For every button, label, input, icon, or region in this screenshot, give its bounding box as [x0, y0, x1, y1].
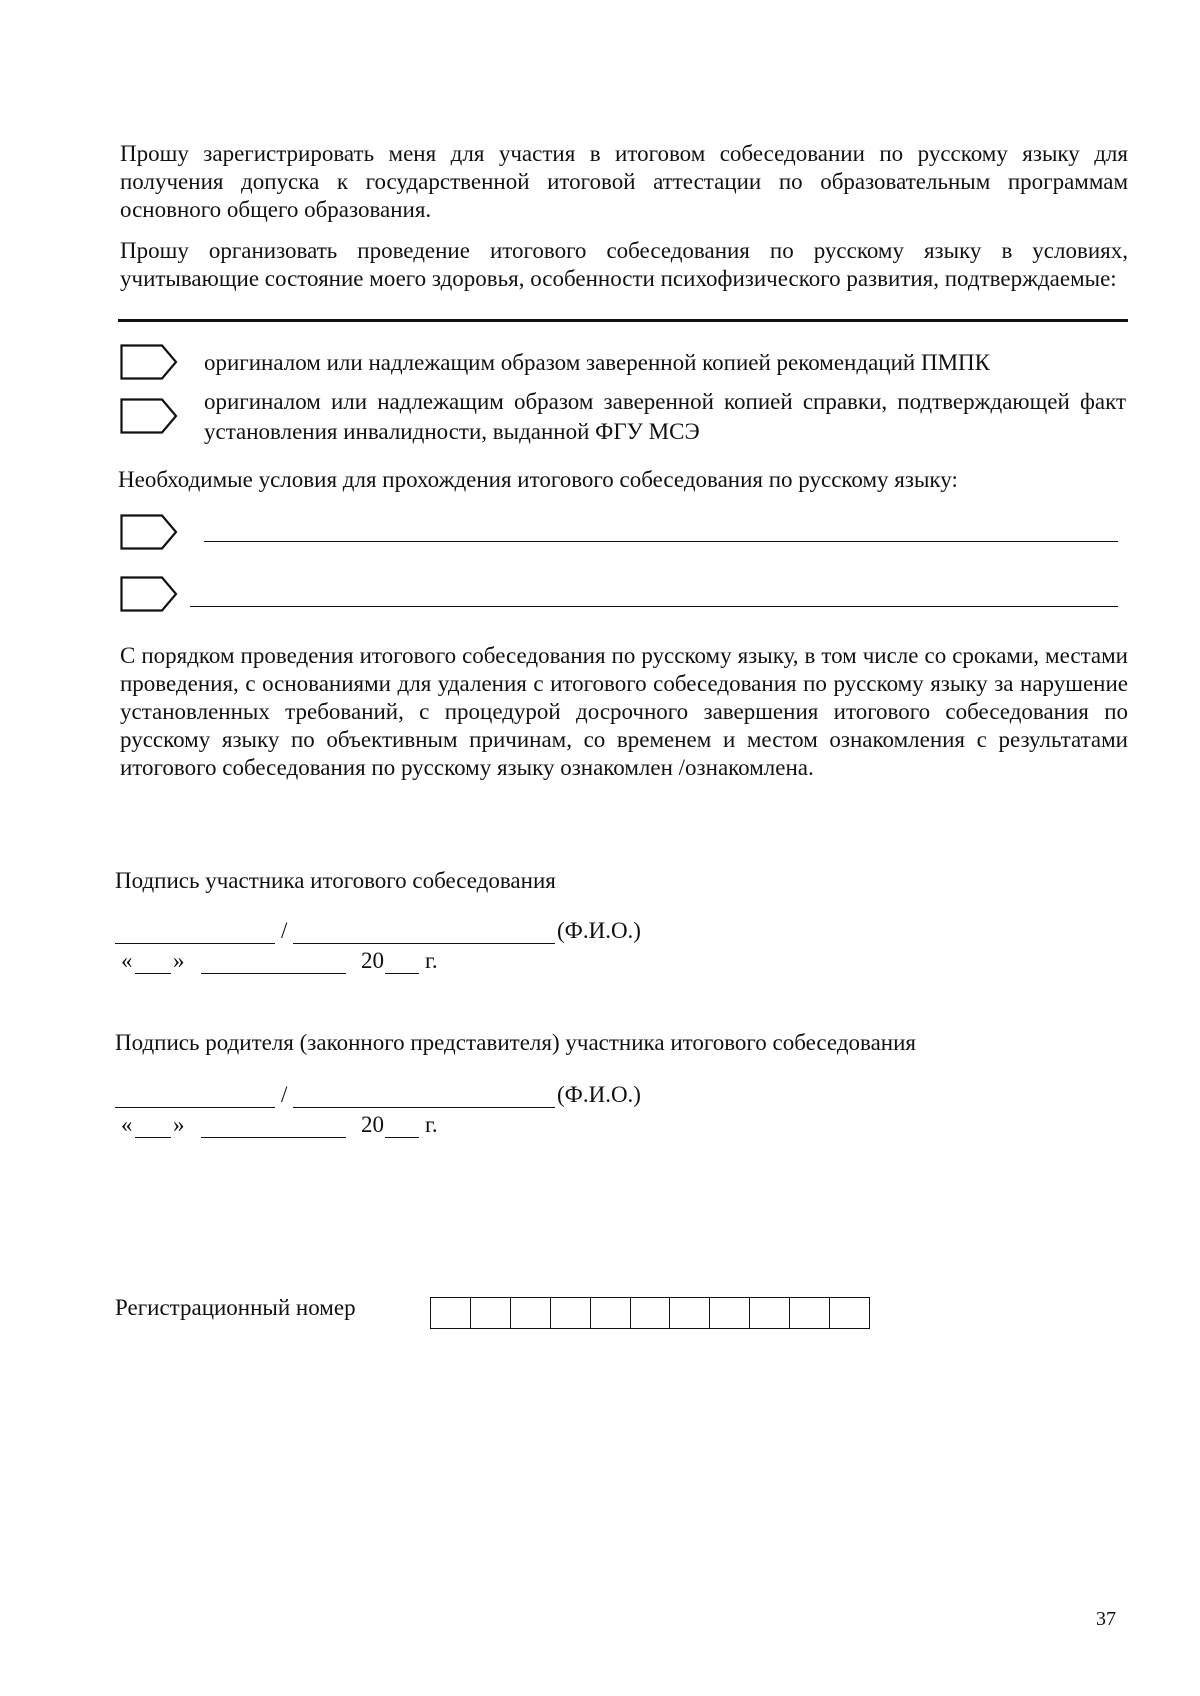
conditions-request-text: Прошу организовать проведение итогового собеседования по русскому языку в условиях, учитывающие состояние моего здоровья, особенности психофизического развития, подтверждаемые:	[120, 238, 1128, 291]
participant-signature-row	[115, 918, 675, 948]
condition-1-input-line[interactable]	[204, 541, 1118, 542]
parent-month-line[interactable]	[201, 1137, 346, 1138]
participant-year-line[interactable]	[385, 973, 419, 974]
checkbox-pmpk[interactable]	[120, 344, 178, 380]
participant-day-line[interactable]	[135, 973, 171, 974]
checkbox-condition-1[interactable]	[120, 514, 178, 550]
page-number: 37	[1096, 1608, 1116, 1630]
parent-year-line[interactable]	[385, 1137, 419, 1138]
participant-signature-line[interactable]	[115, 943, 275, 944]
registration-number-cell[interactable]	[471, 1298, 511, 1328]
option-pmpk-label: оригиналом или надлежащим образом заверенной копией рекомендаций ПМПК	[204, 350, 990, 375]
registration-number-cell[interactable]	[511, 1298, 551, 1328]
signature-slash: /	[281, 918, 288, 943]
parent-signature-line[interactable]	[115, 1107, 275, 1108]
checkbox-disability[interactable]	[120, 398, 178, 434]
registration-number-cell[interactable]	[551, 1298, 591, 1328]
registration-number-cell[interactable]	[631, 1298, 671, 1328]
parent-date-row	[115, 1112, 515, 1142]
acknowledgement-text: С порядком проведения итогового собеседования по русскому языку, в том числе со сроками, местами проведения, с основаниями для удаления с итогового собеседования по русскому языку за нарушение установленных требований, с процедурой досрочного завершения итогового собеседования по русскому языку по объективным причинам, со временем и местом ознакомления с результатами итогового собеседования по русскому языку ознакомлен /ознакомлена.	[120, 643, 1128, 780]
section-divider	[118, 319, 1128, 322]
registration-request-text: Прошу зарегистрировать меня для участия в итоговом собеседовании по русскому языку для получения допуска к государственной итоговой аттестации по образовательным программам основного общего образования.	[120, 141, 1128, 222]
option-disability-label: оригиналом или надлежащим образом заверенной копией справки, подтверждающей факт установления инвалидности, выданной ФГУ МСЭ	[204, 389, 1126, 444]
registration-number-cell[interactable]	[670, 1298, 710, 1328]
conditions-label: Необходимые условия для прохождения итогового собеседования по русскому языку:	[118, 467, 958, 492]
participant-month-line[interactable]	[201, 973, 346, 974]
registration-number-grid[interactable]	[430, 1297, 870, 1329]
arrow-checkbox-icon	[120, 344, 178, 380]
year-prefix: 20	[361, 948, 384, 973]
participant-date-row	[115, 948, 515, 978]
participant-fio-line[interactable]	[293, 943, 555, 944]
participant-signature-label: Подпись участника итогового собеседования	[115, 868, 556, 893]
checkbox-condition-2[interactable]	[120, 576, 178, 612]
registration-number-cell[interactable]	[750, 1298, 790, 1328]
year-suffix: г.	[425, 1112, 438, 1137]
quote-open: «	[121, 1112, 133, 1137]
registration-number-cell[interactable]	[591, 1298, 631, 1328]
registration-number-cell[interactable]	[710, 1298, 750, 1328]
registration-number-cell[interactable]	[790, 1298, 830, 1328]
arrow-checkbox-icon	[120, 514, 178, 550]
condition-2-input-line[interactable]	[190, 606, 1118, 607]
arrow-checkbox-icon	[120, 576, 178, 612]
signature-slash: /	[281, 1082, 288, 1107]
quote-close: »	[173, 948, 185, 973]
arrow-checkbox-icon	[120, 398, 178, 434]
fio-caption: (Ф.И.О.)	[557, 918, 641, 943]
registration-number-cell[interactable]	[830, 1298, 869, 1328]
parent-fio-line[interactable]	[293, 1107, 555, 1108]
fio-caption: (Ф.И.О.)	[557, 1082, 641, 1107]
parent-signature-label: Подпись родителя (законного представителя) участника итогового собеседования	[115, 1030, 916, 1055]
quote-close: »	[173, 1112, 185, 1137]
quote-open: «	[121, 948, 133, 973]
year-prefix: 20	[361, 1112, 384, 1137]
parent-day-line[interactable]	[135, 1137, 171, 1138]
parent-signature-row	[115, 1082, 675, 1112]
year-suffix: г.	[425, 948, 438, 973]
registration-number-label: Регистрационный номер	[115, 1295, 356, 1320]
registration-number-cell[interactable]	[431, 1298, 471, 1328]
